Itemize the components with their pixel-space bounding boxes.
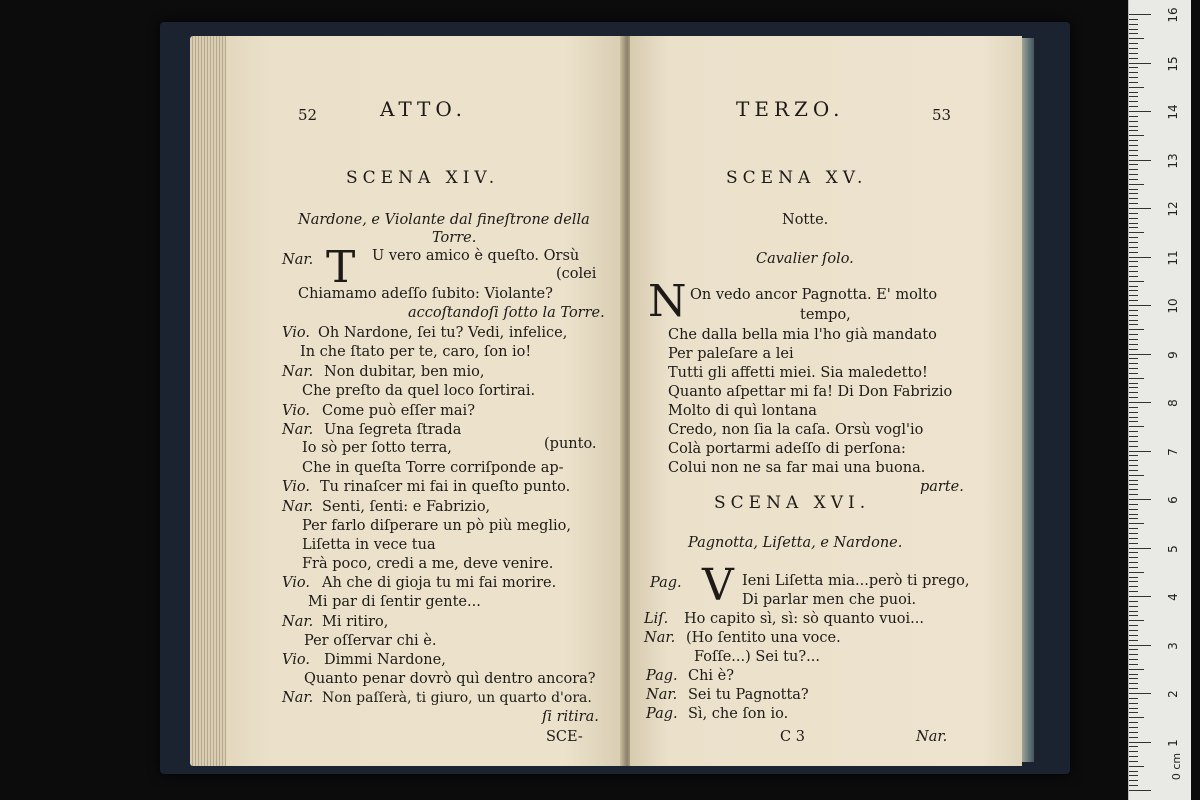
scene-title: SCENA XV. (726, 168, 868, 188)
speaker: Vio. (282, 325, 310, 341)
ruler-tick (1129, 116, 1138, 117)
ruler-tick (1129, 712, 1138, 713)
ruler-tick (1129, 383, 1138, 384)
scene-title: SCENA XVI. (714, 493, 871, 513)
verse-line: (punto. (544, 436, 597, 452)
ruler-tick (1129, 572, 1144, 573)
ruler-tick (1129, 543, 1138, 544)
measuring-ruler (1128, 0, 1191, 800)
ruler-tick (1129, 334, 1138, 335)
ruler-tick (1129, 247, 1138, 248)
ruler-tick (1129, 475, 1144, 476)
ruler-tick (1129, 591, 1138, 592)
ruler-tick (1129, 698, 1138, 699)
ruler-tick (1129, 630, 1138, 631)
ruler-tick (1129, 53, 1138, 54)
ruler-tick (1129, 193, 1138, 194)
ruler-tick (1129, 130, 1138, 131)
ruler-unit-label: 0 cm (1170, 752, 1184, 781)
ruler-tick (1129, 19, 1138, 20)
ruler-tick (1129, 77, 1138, 78)
ruler-tick (1129, 92, 1138, 93)
ruler-tick (1129, 417, 1138, 418)
verse-line: On vedo ancor Pagnotta. E' molto (690, 287, 938, 303)
ruler-tick (1129, 790, 1151, 791)
ruler-number: 15 (1166, 55, 1180, 72)
verse-line: (Ho ſentito una voce. (686, 630, 841, 646)
ruler-tick (1129, 635, 1138, 636)
ruler-tick (1129, 645, 1151, 646)
ruler-number: 2 (1166, 690, 1180, 698)
verse-line: Per paleſare a lei (668, 346, 794, 362)
speaker: Vio. (282, 575, 310, 591)
ruler-tick (1129, 557, 1138, 558)
ruler-tick (1129, 266, 1138, 267)
ruler-number: 10 (1166, 298, 1180, 314)
ruler-tick (1129, 189, 1138, 190)
verse-line: Frà poco, credi a me, deve venire. (302, 556, 554, 572)
ruler-tick (1129, 717, 1144, 718)
character-direction: Cavalier ſolo. (756, 251, 854, 267)
verse-line: Che preſto da quel loco ſortirai. (302, 383, 536, 399)
ruler-number: 5 (1166, 544, 1180, 553)
ruler-tick (1129, 436, 1138, 437)
ruler-number: 8 (1166, 399, 1180, 407)
verse-line: Mi ritiro, (322, 614, 389, 630)
stage-direction-line: Torre. (432, 230, 477, 246)
ruler-tick (1129, 708, 1138, 709)
ruler-tick (1129, 106, 1138, 107)
ruler-tick (1129, 562, 1138, 563)
verse-line: Foſſe...) Sei tu?... (694, 649, 820, 665)
ruler-tick (1129, 242, 1138, 243)
ruler-tick (1129, 766, 1144, 767)
speaker: Nar. (282, 252, 314, 268)
ruler-tick (1129, 504, 1138, 505)
speaker: Pag. (646, 706, 678, 722)
speaker: Vio. (282, 652, 310, 668)
speaker: Nar. (282, 690, 314, 706)
speaker: Nar. (644, 630, 676, 646)
verse-line: Di parlar men che puoi. (742, 592, 917, 608)
verse-line: U vero amico è queſto. Orsù (372, 248, 580, 264)
ruler-tick (1129, 606, 1138, 607)
verse-line: Io sò per ſotto terra, (302, 440, 452, 456)
ruler-tick (1129, 373, 1138, 374)
ruler-tick (1129, 664, 1138, 665)
verse-line: Dimmi Nardone, (324, 652, 446, 668)
ruler-number: 12 (1166, 201, 1180, 217)
ruler-tick (1129, 446, 1138, 447)
speaker: Liſ. (644, 611, 669, 627)
verse-line: (colei (556, 266, 597, 282)
ruler-tick (1129, 581, 1138, 582)
running-head: ATTO. (380, 97, 467, 121)
page-stack-left (190, 36, 230, 766)
ruler-tick (1129, 484, 1138, 485)
verse-line: Tu rinaſcer mi fai in queſto punto. (320, 479, 571, 495)
verse-line: Ah che di gioja tu mi fai morire. (322, 575, 557, 591)
ruler-tick (1129, 780, 1138, 781)
ruler-tick (1129, 329, 1144, 330)
ruler-tick (1129, 693, 1151, 694)
ruler-tick (1129, 402, 1151, 403)
ruler-tick (1129, 121, 1138, 122)
ruler-tick (1129, 727, 1138, 728)
ruler-tick (1129, 315, 1138, 316)
ruler-tick (1129, 145, 1138, 146)
drop-cap: N (648, 276, 687, 327)
ruler-tick (1129, 407, 1138, 408)
verse-line: Non paſſerà, ti giuro, un quarto d'ora. (322, 690, 592, 706)
page-number: 53 (932, 106, 952, 124)
verse-line: Chi è? (688, 668, 735, 684)
ruler-tick (1129, 470, 1138, 471)
exit-direction: parte. (920, 479, 964, 495)
ruler-tick (1129, 281, 1144, 282)
ruler-tick (1129, 460, 1138, 461)
ruler-tick (1129, 257, 1151, 258)
ruler-tick (1129, 363, 1138, 364)
ruler-tick (1129, 358, 1138, 359)
verse-line: Oh Nardone, ſei tu? Vedi, infelice, (318, 325, 568, 341)
signature-mark: C 3 (780, 729, 805, 745)
ruler-tick (1129, 533, 1138, 534)
ruler-tick (1129, 669, 1144, 670)
verse-line: tempo, (800, 307, 851, 323)
ruler-number: 4 (1166, 593, 1180, 601)
ruler-number: 9 (1166, 350, 1180, 359)
cast-list: Pagnotta, Liſetta, e Nardone. (688, 535, 903, 551)
catchword: Nar. (916, 729, 948, 745)
ruler-tick (1129, 640, 1138, 641)
ruler-tick (1129, 237, 1138, 238)
ruler-tick (1129, 252, 1138, 253)
verse-line: Che dalla bella mia l'ho già mandato (668, 327, 937, 343)
ruler-tick (1129, 24, 1138, 25)
ruler-number: 3 (1166, 641, 1180, 650)
ruler-tick (1129, 218, 1138, 219)
ruler-tick (1129, 567, 1138, 568)
ruler-tick (1129, 43, 1138, 44)
running-head: TERZO. (736, 97, 845, 121)
verse-line: In che ſtato per te, caro, ſon io! (300, 344, 532, 360)
ruler-tick (1129, 295, 1138, 296)
right-page (630, 36, 1022, 766)
verse-line: Ieni Liſetta mia...però ti prego, (742, 573, 970, 589)
verse-line: Sei tu Pagnotta? (688, 687, 809, 703)
ruler-tick (1129, 421, 1138, 422)
ruler-tick (1129, 344, 1138, 345)
ruler-tick (1129, 111, 1151, 112)
speaker: Nar. (282, 422, 314, 438)
ruler-tick (1129, 33, 1138, 34)
ruler-tick (1129, 538, 1138, 539)
verse-line: Ho capito sì, sì: sò quanto vuoi... (684, 611, 924, 627)
ruler-tick (1129, 174, 1138, 175)
ruler-tick (1129, 552, 1138, 553)
verse-line: Mi par di ſentir gente... (308, 594, 481, 610)
ruler-tick (1129, 771, 1138, 772)
ruler-tick (1129, 58, 1138, 59)
verse-line: Che in queſta Torre corriſponde ap- (302, 460, 564, 476)
verse-line: Liſetta in vece tua (302, 537, 436, 553)
ruler-tick (1129, 397, 1138, 398)
ruler-tick (1129, 528, 1138, 529)
ruler-number: 11 (1166, 249, 1180, 266)
ruler-tick (1129, 509, 1138, 510)
ruler-tick (1129, 654, 1138, 655)
left-page (226, 36, 624, 766)
verse-line: Colui non ne sa far mai una buona. (668, 460, 926, 476)
ruler-tick (1129, 300, 1138, 301)
verse-line: Sì, che ſon io. (688, 706, 789, 722)
drop-cap: V (702, 560, 734, 611)
ruler-tick (1129, 48, 1138, 49)
ruler-tick (1129, 198, 1138, 199)
ruler-tick (1129, 426, 1144, 427)
ruler-tick (1129, 756, 1138, 757)
speaker: Nar. (282, 614, 314, 630)
ruler-tick (1129, 164, 1138, 165)
ruler-tick (1129, 169, 1138, 170)
verse-line: Quanto aſpettar mi fa! Di Don Fabrizio (668, 384, 953, 400)
ruler-number: 16 (1166, 7, 1180, 23)
ruler-tick (1129, 625, 1138, 626)
ruler-number: 14 (1166, 104, 1180, 120)
ruler-tick (1129, 213, 1138, 214)
ruler-tick (1129, 203, 1138, 204)
speaker: Pag. (650, 575, 682, 591)
ruler-tick (1129, 465, 1138, 466)
stage-direction (298, 211, 590, 229)
ruler-tick (1129, 368, 1138, 369)
ruler-tick (1129, 674, 1138, 675)
ruler-tick (1129, 499, 1151, 500)
ruler-tick (1129, 615, 1138, 616)
ruler-tick (1129, 354, 1151, 355)
ruler-tick (1129, 286, 1138, 287)
verse-line: Una ſegreta ſtrada (324, 422, 462, 438)
ruler-tick (1129, 514, 1138, 515)
ruler-tick (1129, 761, 1138, 762)
ruler-tick (1129, 387, 1138, 388)
catchword: SCE- (546, 729, 583, 745)
speaker: Nar. (646, 687, 678, 703)
verse-line: Come può eſſer mai? (322, 403, 475, 419)
ruler-tick (1129, 732, 1138, 733)
ruler-tick (1129, 601, 1138, 602)
stage-direction-line: accoſtandoſi ſotto la Torre. (408, 305, 605, 321)
ruler-tick (1129, 208, 1151, 209)
ruler-number: 13 (1166, 152, 1180, 169)
ruler-tick (1129, 746, 1138, 747)
stage-direction-line: ſi ritira. (542, 709, 599, 725)
verse-line: Per farlo diſperare un pò più meglio, (302, 518, 571, 534)
ruler-tick (1129, 87, 1144, 88)
ruler-tick (1129, 150, 1138, 151)
page-number: 52 (298, 106, 318, 124)
speaker: Vio. (282, 479, 310, 495)
speaker: Nar. (282, 499, 314, 515)
ruler-number: 7 (1166, 447, 1180, 456)
ruler-tick (1129, 489, 1138, 490)
ruler-tick (1129, 785, 1138, 786)
ruler-tick (1129, 596, 1151, 597)
ruler-number: 1 (1166, 738, 1180, 747)
ruler-tick (1129, 703, 1138, 704)
ruler-tick (1129, 184, 1144, 185)
verse-line: Molto di quì lontana (668, 403, 817, 419)
verse-line: Quanto penar dovrò quì dentro ancora? (304, 671, 596, 687)
ruler-tick (1129, 290, 1138, 291)
ruler-tick (1129, 160, 1151, 161)
ruler-tick (1129, 63, 1151, 64)
ruler-tick (1129, 310, 1138, 311)
ruler-tick (1129, 494, 1138, 495)
stage-direction-line: Nardone, e Violante dal fineſtrone della (298, 212, 590, 228)
verse-line: Credo, non ſia la caſa. Orsù vogl'io (668, 422, 924, 438)
ruler-tick (1129, 455, 1138, 456)
ruler-tick (1129, 140, 1138, 141)
drop-cap: T (326, 242, 356, 293)
ruler-tick (1129, 320, 1138, 321)
ruler-tick (1129, 775, 1138, 776)
ruler-tick (1129, 276, 1138, 277)
verse-line: Per oſſervar chi è. (304, 633, 437, 649)
speaker: Pag. (646, 668, 678, 684)
ruler-tick (1129, 611, 1138, 612)
ruler-tick (1129, 14, 1151, 15)
ruler-tick (1129, 722, 1138, 723)
ruler-tick (1129, 392, 1138, 393)
ruler-tick (1129, 232, 1144, 233)
ruler-tick (1129, 412, 1138, 413)
ruler-tick (1129, 179, 1138, 180)
verse-line: Chiamamo adeſſo ſubito: Violante? (298, 286, 553, 302)
ruler-tick (1129, 271, 1138, 272)
verse-line: Colà portarmi adeſſo di perſona: (668, 441, 906, 457)
ruler-tick (1129, 38, 1144, 39)
ruler-tick (1129, 431, 1138, 432)
verse-line: Senti, ſenti: e Fabrizio, (322, 499, 491, 515)
speaker: Vio. (282, 403, 310, 419)
ruler-number: 6 (1166, 496, 1180, 504)
ruler-tick (1129, 305, 1151, 306)
ruler-tick (1129, 586, 1138, 587)
ruler-tick (1129, 324, 1138, 325)
ruler-tick (1129, 82, 1138, 83)
ruler-tick (1129, 261, 1138, 262)
ruler-tick (1129, 441, 1138, 442)
ruler-tick (1129, 518, 1138, 519)
ruler-tick (1129, 451, 1151, 452)
ruler-tick (1129, 378, 1144, 379)
ruler-tick (1129, 126, 1138, 127)
ruler-tick (1129, 135, 1144, 136)
ruler-tick (1129, 577, 1138, 578)
ruler-tick (1129, 101, 1138, 102)
ruler-tick (1129, 29, 1138, 30)
verse-line: Non dubitar, ben mio, (324, 364, 485, 380)
ruler-tick (1129, 683, 1138, 684)
scene-title: SCENA XIV. (346, 168, 500, 188)
ruler-tick (1129, 339, 1138, 340)
ruler-tick (1129, 67, 1138, 68)
ruler-tick (1129, 72, 1138, 73)
ruler-tick (1129, 155, 1138, 156)
verse-line: Tutti gli affetti miei. Sia maledetto! (668, 365, 928, 381)
ruler-tick (1129, 678, 1138, 679)
ruler-tick (1129, 96, 1138, 97)
ruler-tick (1129, 659, 1138, 660)
ruler-tick (1129, 349, 1138, 350)
ruler-tick (1129, 742, 1151, 743)
time-direction: Notte. (782, 212, 829, 228)
ruler-tick (1129, 227, 1138, 228)
ruler-tick (1129, 523, 1144, 524)
ruler-tick (1129, 548, 1151, 549)
ruler-tick (1129, 751, 1138, 752)
ruler-tick (1129, 480, 1138, 481)
ruler-tick (1129, 620, 1144, 621)
speaker: Nar. (282, 364, 314, 380)
ruler-tick (1129, 223, 1138, 224)
ruler-tick (1129, 737, 1138, 738)
ruler-tick (1129, 688, 1138, 689)
ruler-tick (1129, 649, 1138, 650)
